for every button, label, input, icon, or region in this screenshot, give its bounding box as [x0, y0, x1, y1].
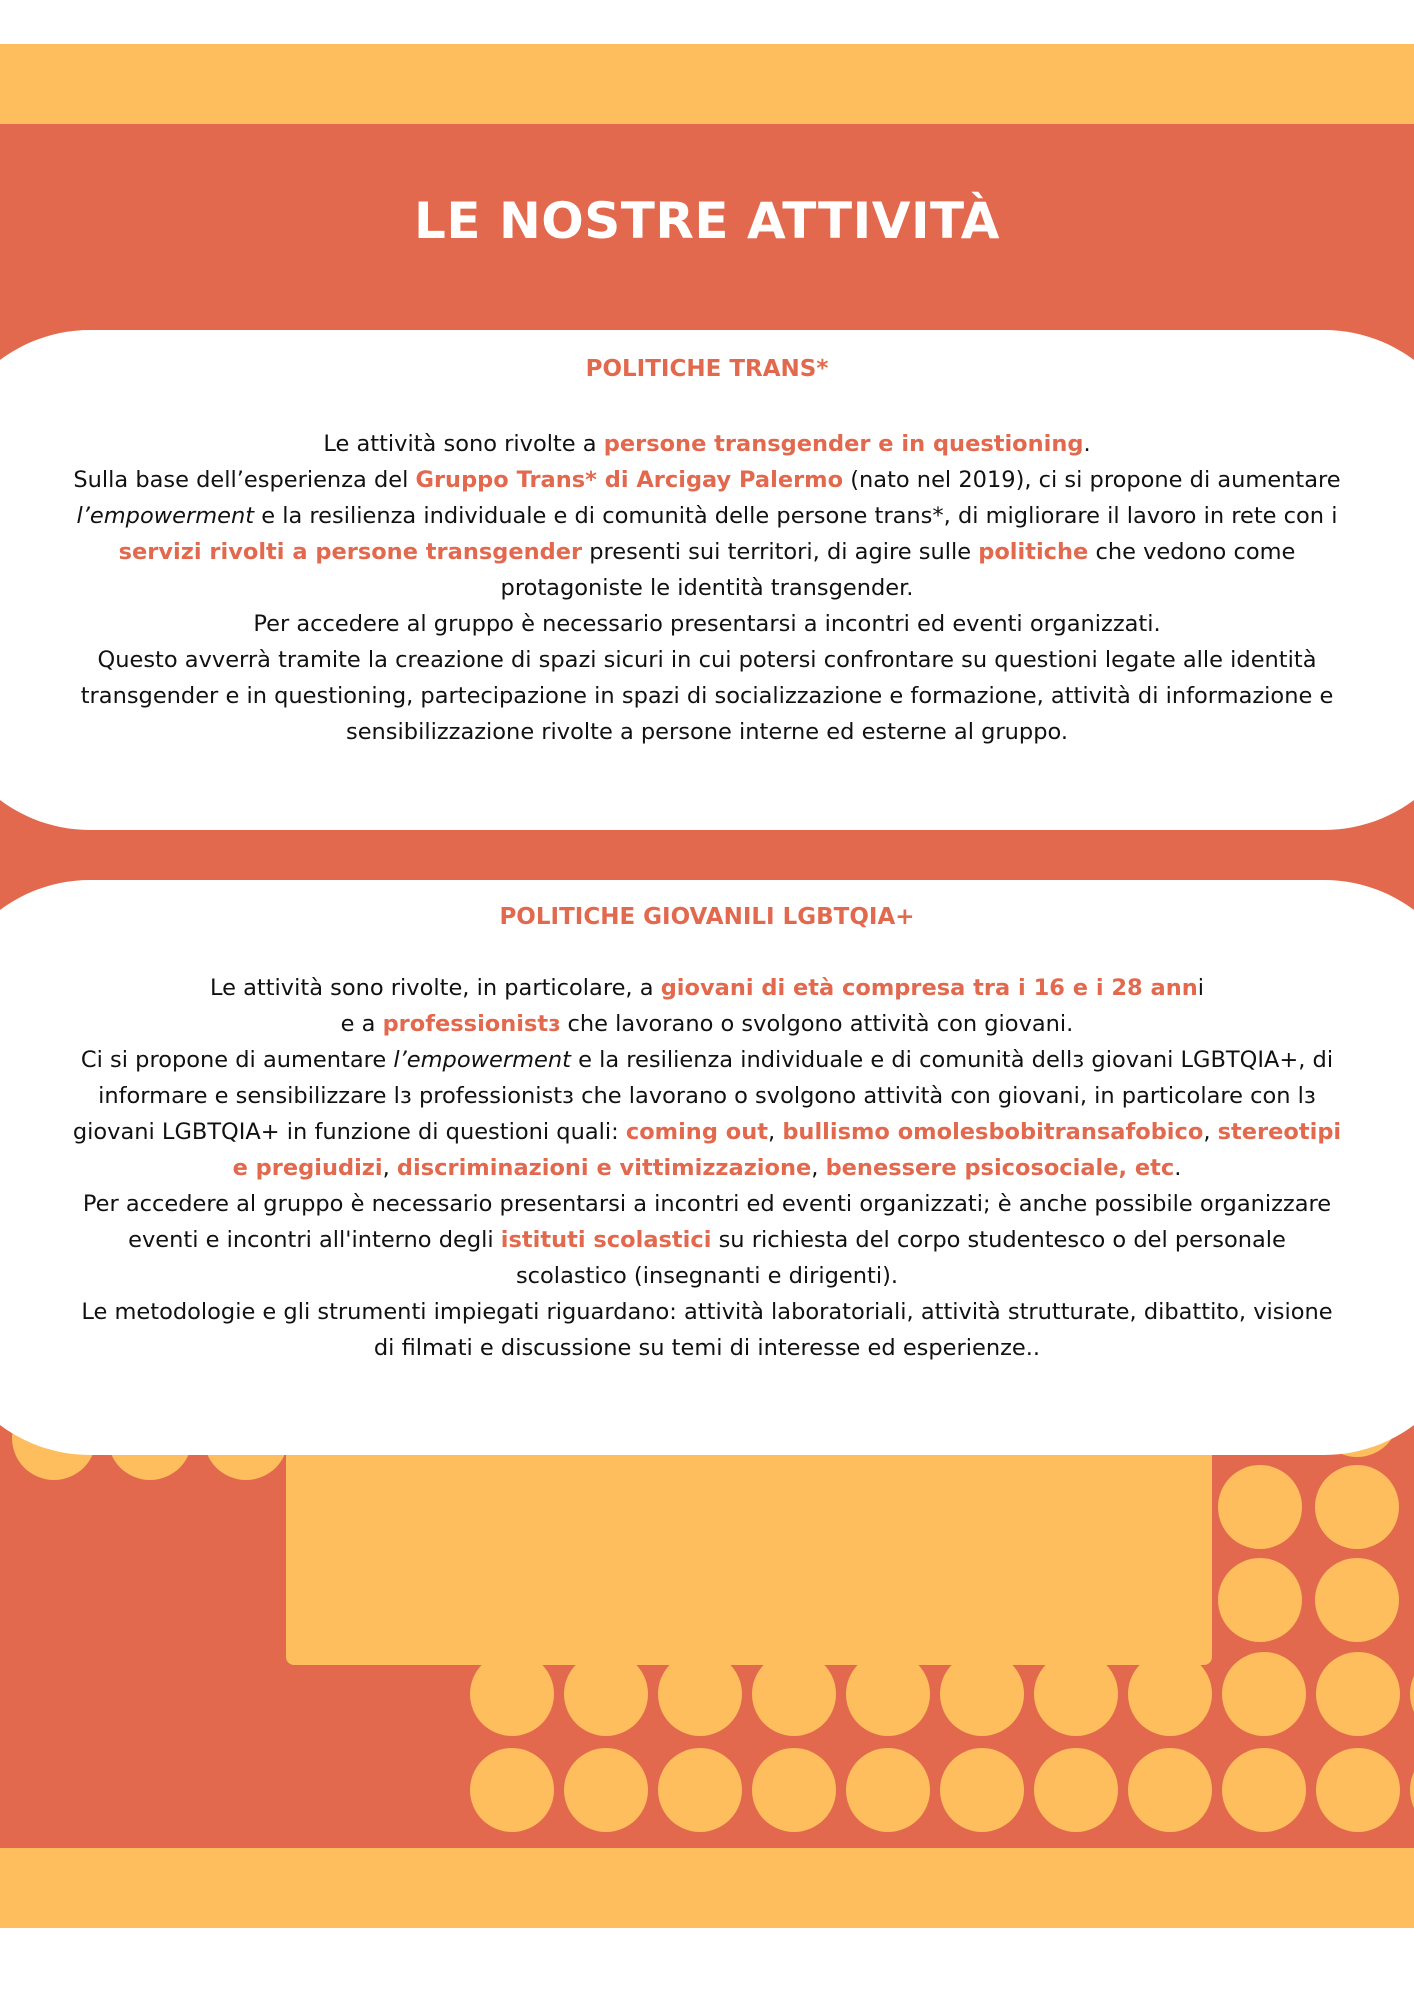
- text: i: [1197, 975, 1204, 1001]
- text: su richiesta del corpo studentesco o del personale scolastico (insegnanti e dirigenti).: [515, 1227, 1286, 1289]
- decorative-dot: [1128, 1748, 1212, 1832]
- paragraph: [70, 426, 1344, 462]
- italic-text: l’empowerment: [393, 1047, 571, 1073]
- decorative-yellow-block: [286, 1440, 1212, 1665]
- text: e la resilienza individuale e di comunità dellɜ giovani LGBTQIA+, di informare e sensibilizzare lɜ professionistɜ che lavorano o svolgono attività con giovani, in particolare con lɜ giovani LGBTQIA+ in funzione di questioni quali:: [72, 1047, 1334, 1145]
- text: Le attività sono rivolte a: [323, 431, 604, 457]
- decorative-dot: [1410, 1748, 1414, 1832]
- decorative-dot: [846, 1652, 930, 1736]
- text: Ci si propone di aumentare: [80, 1047, 394, 1073]
- paragraph: [70, 1006, 1344, 1042]
- decorative-dot: [470, 1652, 554, 1736]
- decorative-dot: [1316, 1748, 1400, 1832]
- text: che lavorano o svolgono attività con giovani.: [560, 1011, 1074, 1037]
- decorative-dot: [1315, 1558, 1399, 1642]
- decorative-dot: [1316, 1652, 1400, 1736]
- decorative-dot: [564, 1748, 648, 1832]
- highlight-text: persone transgender e in questioning: [603, 431, 1084, 457]
- highlight-text: bullismo omolesbobitransafobico: [782, 1119, 1204, 1145]
- decorative-dot: [564, 1652, 648, 1736]
- paragraph: [70, 462, 1344, 606]
- decorative-dot: [1218, 1558, 1302, 1642]
- text: ,: [1203, 1119, 1218, 1145]
- decorative-dot: [1315, 1465, 1399, 1549]
- highlight-text: discriminazioni e vittimizzazione: [396, 1155, 812, 1181]
- paragraph: Per accedere al gruppo è necessario presentarsi a incontri ed eventi organizzati.: [253, 611, 1161, 637]
- highlight-text: politiche: [978, 539, 1089, 565]
- page-title: LE NOSTRE ATTIVITÀ: [414, 192, 1000, 250]
- highlight-text: istituti scolastici: [500, 1227, 712, 1253]
- italic-text: l’empowerment: [76, 503, 255, 529]
- decorative-dot: [1034, 1748, 1118, 1832]
- decorative-dot: [1218, 1465, 1302, 1549]
- decorative-dot: [658, 1748, 742, 1832]
- decorative-dot: [1410, 1652, 1414, 1736]
- text: .: [1083, 431, 1091, 457]
- decorative-dot: [1128, 1652, 1212, 1736]
- decorative-dot: [752, 1652, 836, 1736]
- text: ,: [768, 1119, 783, 1145]
- text: Per accedere al gruppo è necessario presentarsi a incontri ed eventi organizzati; è anche possibile organizzare eventi e incontri all'interno degli: [82, 1191, 1332, 1253]
- decorative-dot: [470, 1748, 554, 1832]
- section-heading-trans: POLITICHE TRANS*: [585, 356, 829, 382]
- top-yellow-band: [0, 44, 1414, 124]
- section-body-trans: [70, 426, 1344, 750]
- paragraph: [70, 1186, 1344, 1294]
- section-heading-youth: POLITICHE GIOVANILI LGBTQIA+: [499, 904, 915, 930]
- highlight-text: professionistɜ: [382, 1011, 561, 1037]
- highlight-text: giovani di età compresa tra i 16 e i 28 ann: [660, 975, 1198, 1001]
- text: Le attività sono rivolte, in particolare, a: [209, 975, 661, 1001]
- text: ,: [382, 1155, 397, 1181]
- section-body-youth: [70, 970, 1344, 1366]
- decorative-dot: [752, 1748, 836, 1832]
- text: ,: [811, 1155, 826, 1181]
- highlight-text: benessere psicosociale, etc: [825, 1155, 1175, 1181]
- text: Sulla base dell’esperienza del: [73, 467, 416, 493]
- paragraph: [70, 970, 1344, 1006]
- decorative-dot: [1034, 1652, 1118, 1736]
- highlight-text: stereotipi e pregiudizi: [232, 1119, 1342, 1181]
- paragraph: Le metodologie e gli strumenti impiegati riguardano: attività laboratoriali, attività strutturate, dibattito, visione di filmati e discussione su temi di interesse ed esperienze..: [81, 1299, 1333, 1361]
- decorative-dot: [940, 1748, 1024, 1832]
- highlight-text: servizi rivolti a persone transgender: [118, 539, 583, 565]
- text: che vedono come protagoniste le identità transgender.: [500, 539, 1296, 601]
- decorative-dot: [846, 1748, 930, 1832]
- text: e la resilienza individuale e di comunità delle persone trans*, di migliorare il lavoro in rete con i: [254, 503, 1338, 529]
- text: presenti sui territori, di agire sulle: [582, 539, 979, 565]
- paragraph: Questo avverrà tramite la creazione di spazi sicuri in cui potersi confrontare su questioni legate alle identità transgender e in questioning, partecipazione in spazi di socializzazione e formazione, attività di informazione e sensibilizzazione rivolte a persone interne ed esterne al gruppo.: [80, 647, 1334, 745]
- highlight-text: Gruppo Trans* di Arcigay Palermo: [415, 467, 844, 493]
- text: (nato nel 2019), ci si propone di aumentare: [843, 467, 1341, 493]
- decorative-dot: [1222, 1748, 1306, 1832]
- text: e a: [340, 1011, 383, 1037]
- paragraph: [70, 1042, 1344, 1186]
- decorative-dot: [1222, 1652, 1306, 1736]
- decorative-dot: [940, 1652, 1024, 1736]
- highlight-text: coming out: [625, 1119, 769, 1145]
- bottom-yellow-band: [0, 1848, 1414, 1928]
- text: .: [1174, 1155, 1182, 1181]
- decorative-dot: [658, 1652, 742, 1736]
